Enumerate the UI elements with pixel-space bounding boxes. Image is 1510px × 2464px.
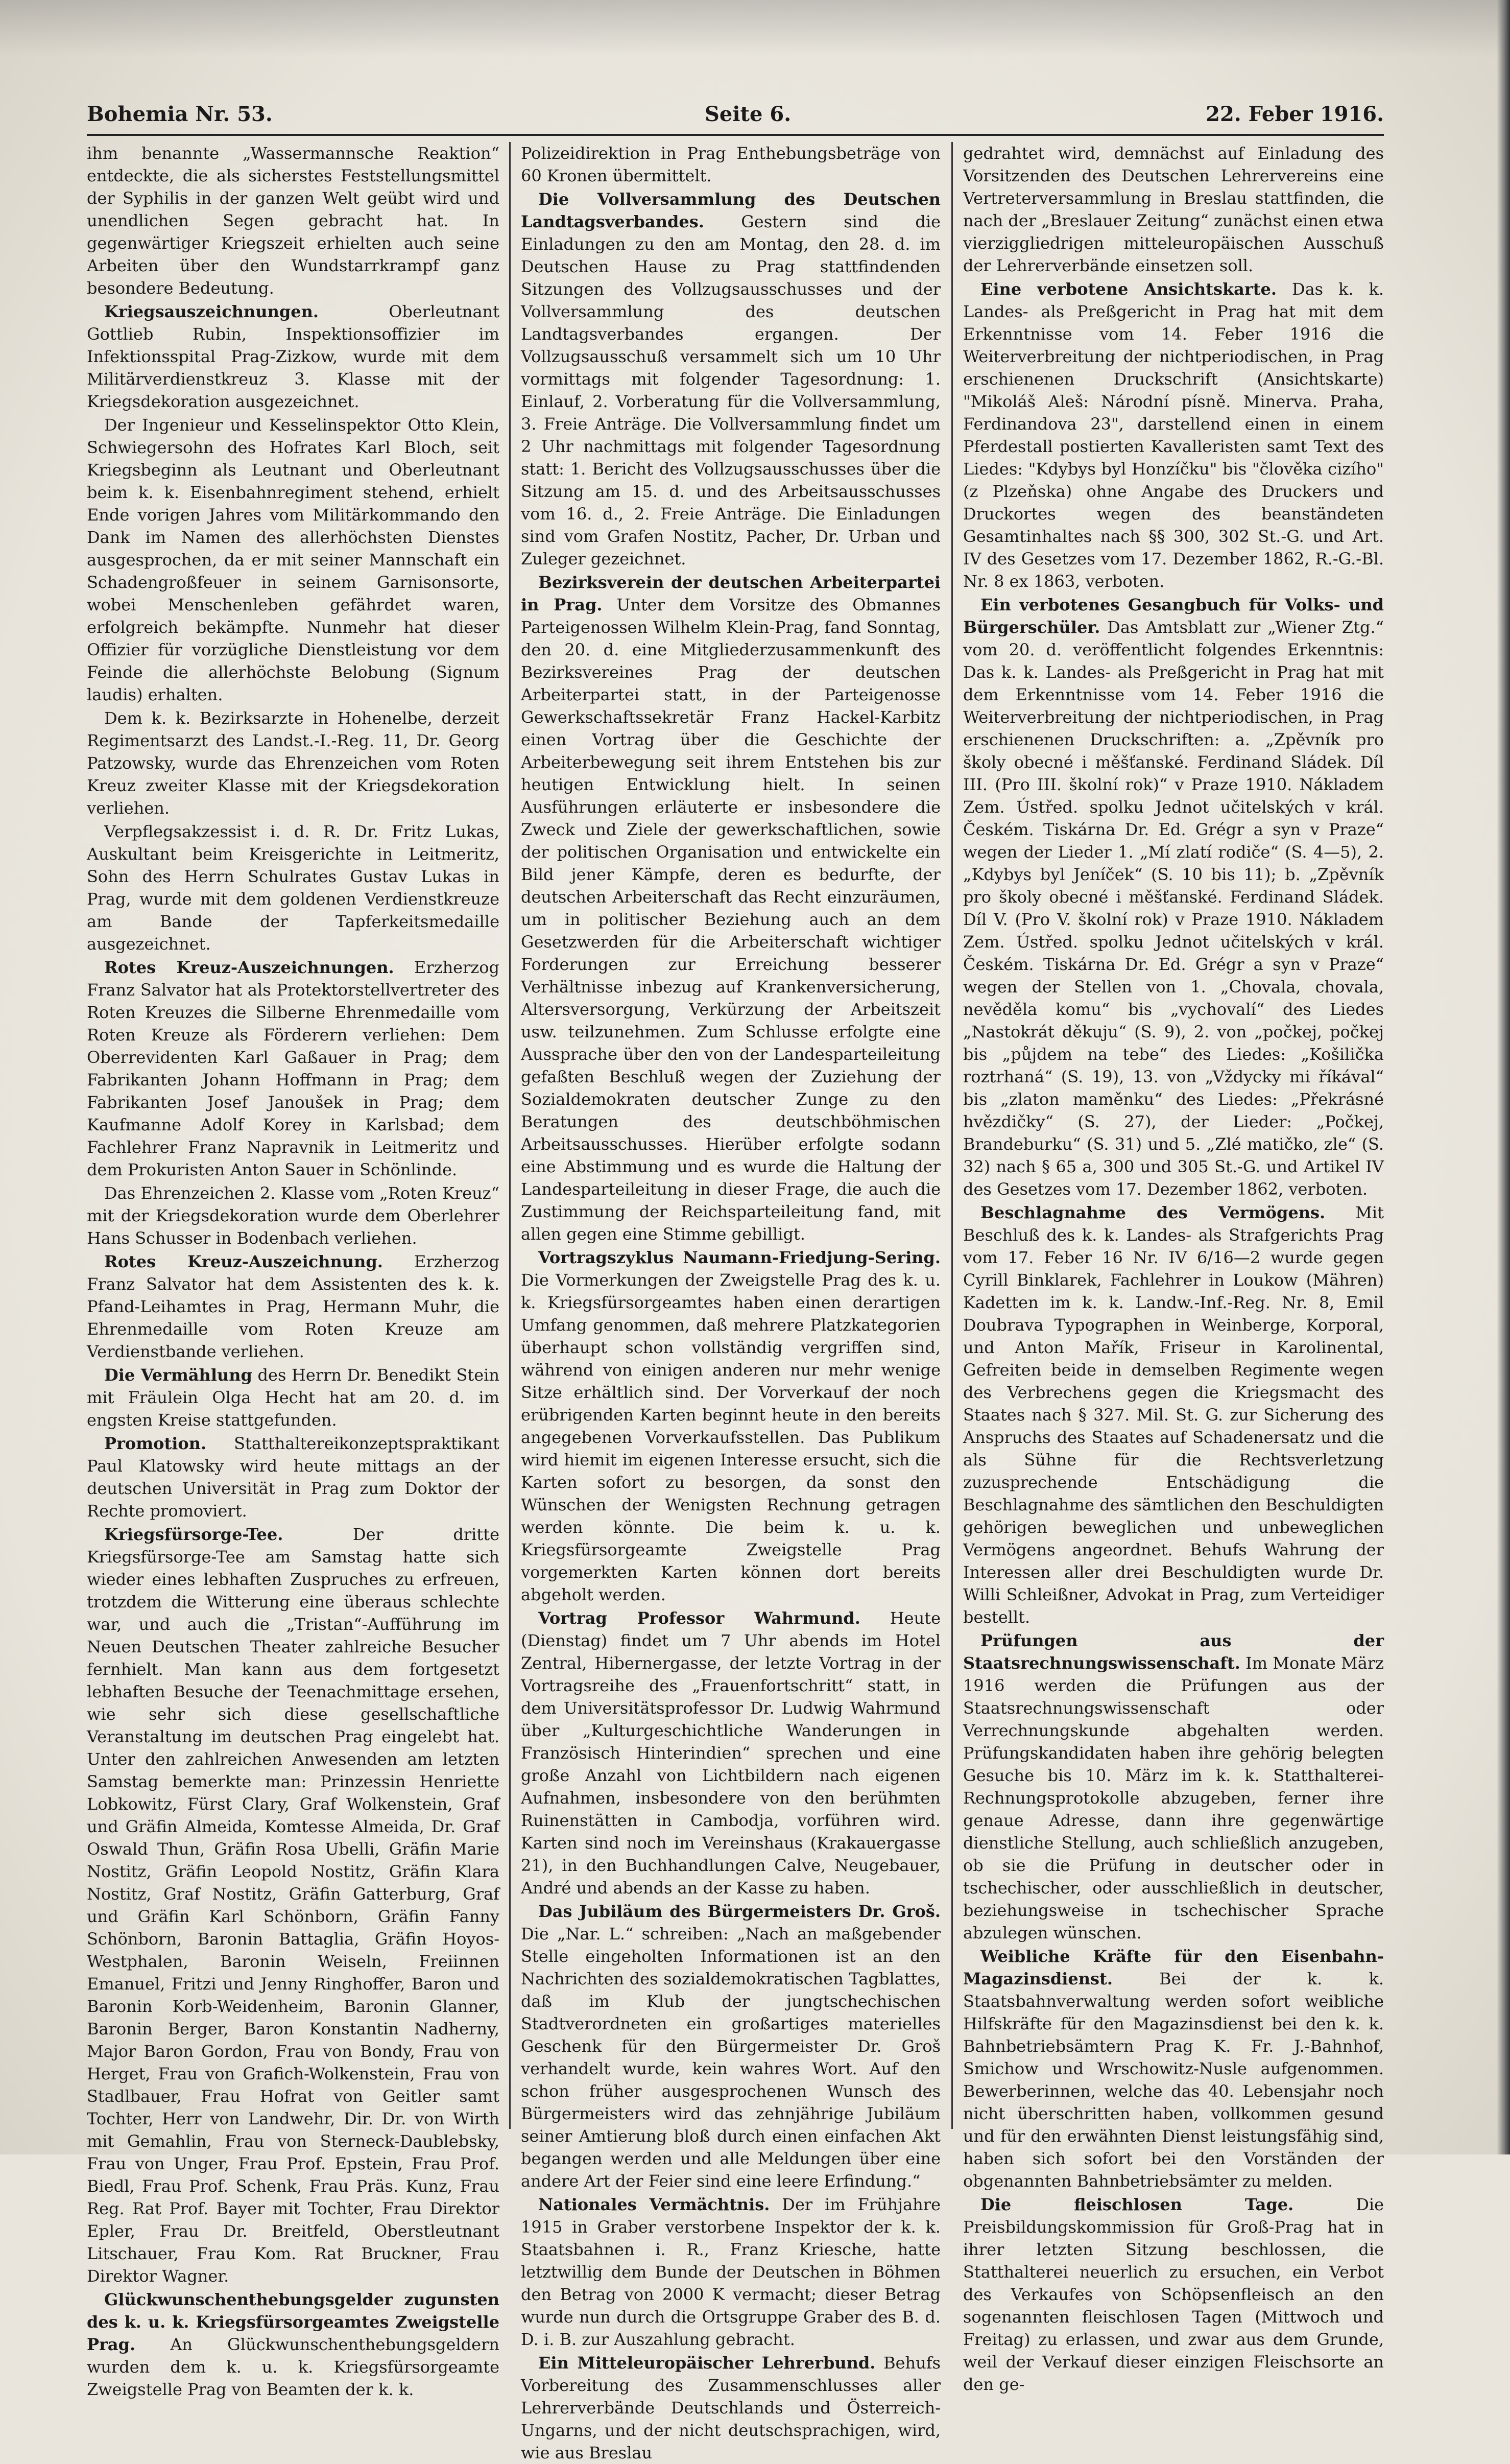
article-heading: Das Jubiläum des Bürgermeisters Dr. Groš. <box>538 1902 941 1921</box>
scan-shadow-top <box>0 0 1510 56</box>
article-text: ihm benannte „Wassermannsche Reaktion“ entdeckte, die als sicherstes Feststellungsmittel der Syphilis in der ganzen Welt geübt wird und unendlichen Segen gebracht hat. In gegenwärtiger Kriegszeit erhielten auch seine Arbeiten über den Wundstarrkrampf ganz besondere Bedeutung. <box>87 144 499 298</box>
article-text: Oberleutnant Gottlieb Rubin, Inspektionsoffizier im Infektionsspital Prag-Zizkow, wurde mit dem Militärverdienstkreuz 3. Klasse mit der Kriegsdekoration ausgezeichnet. <box>87 302 499 411</box>
article-paragraph <box>87 956 499 1181</box>
article-paragraph <box>87 1182 499 1249</box>
article-heading: Kriegsfürsorge-Tee. <box>104 1525 283 1544</box>
article-paragraph <box>521 1900 941 2192</box>
header-page-number: Seite 6. <box>705 102 792 126</box>
article-text: Der dritte Kriegsfürsorge-Tee am Samstag hatte sich wieder eines lebhaften Zuspruches zu erfreuen, trotzdem die Witterung eine überaus schlechte war, und auch die „Tristan“-Aufführung im Neuen Deutschen Theater zahlreiche Besucher fernhielt. Man kann aus dem fortgesetzt lebhaften Besuche der Teenachmittage ersehen, wie sehr sich diese gesellschaftliche Veranstaltung im deutschen Prag eingelebt hat. Unter den zahlreichen Anwesenden am letzten Samstag bemerkte man: Prinzessin Henriette Lobkowitz, Fürst Clary, Graf Wolkenstein, Graf und Gräfin Almeida, Komtesse Almeida, Dr. Graf Oswald Thun, Gräfin Rosa Ubelli, Gräfin Marie Nostitz, Gräfin Leopold Nostitz, Gräfin Klara Nostitz, Graf Nostitz, Gräfin Gatterburg, Graf und Gräfin Karl Schönborn, Gräfin Fanny Schönborn, Baronin Battaglia, Gräfin Hoyos-Westphalen, Baronin Weiseln, Freiinnen Emanuel, Fritzi und Jenny Ringhoffer, Baron und Baronin Korb-Weidenheim, Baronin Glanner, Baronin Berger, Baron Konstantin Nadherny, Major Baron Gordon, Frau von Bondy, Frau von Herget, Frau von Grafich-Wolkenstein, Frau von Stadlbauer, Frau Hofrat von Geitler samt Tochter, Herr von Landwehr, Dir. Dr. von Wirth mit Gemahlin, Frau von Sterneck-Daublebsky, Frau von Unger, Frau Prof. Epstein, Frau Prof. Biedl, Frau Prof. Schenk, Frau Präs. Kunz, Frau Reg. Rat Prof. Bayer mit Tochter, Frau Direktor Epler, Frau Dr. Breitfeld, Oberstleutnant Litschauer, Frau Kom. Rat Bruckner, Frau Direktor Wagner. <box>87 1525 499 2286</box>
article-paragraph <box>963 2193 1384 2396</box>
article-paragraph <box>963 1945 1384 2192</box>
article-text: Erzherzog Franz Salvator hat als Protektorstellvertreter des Roten Kreuzes die Silberne Ehrenmedaille vom Roten Kreuze als Förderern verliehen: Dem Oberrevidenten Karl Gaßauer in Prag; dem Fabrikanten Johann Hoffmann in Prag; dem Fabrikanten Josef Janoušek in Prag; dem Kaufmanne Adolf Korey in Karlsbad; dem Fachlehrer Franz Napravnik in Leitmeritz und dem Prokuristen Anton Sauer in Schönlinde. <box>87 958 500 1179</box>
column-1 <box>87 142 500 2399</box>
article-paragraph <box>521 2193 941 2351</box>
article-paragraph <box>521 1607 941 1899</box>
article-paragraph <box>963 594 1384 1200</box>
article-paragraph <box>87 707 499 819</box>
article-paragraph <box>87 142 499 299</box>
article-heading: Ein Mitteleuropäischer Lehrerbund. <box>538 2353 876 2373</box>
article-heading: Weibliche Kräfte für den Eisenbahn-Magazinsdienst. <box>963 1947 1384 1988</box>
article-text: Die „Nar. L.“ schreiben: „Nach an maßgebender Stelle eingeholten Informationen ist an den Nachrichten des sozialdemokratischen Tagblattes, daß im Klub der jungtschechischen Stadtverordneten ein großartiges materielles Geschenk für den Bürgermeister Dr. Groš verhandelt wurde, kein wahres Wort. Auf den schon früher ausgesprochenen Wunsch des Bürgermeisters wird das zehnjährige Jubiläum seiner Amtierung bloß durch einen einfachen Akt begangen werden und alle Meldungen über eine andere Art der Feier sind eine leere Erfindung.“ <box>521 1924 941 2191</box>
header-paper-issue: Bohemia Nr. 53. <box>87 102 273 126</box>
article-heading: Prüfungen aus der Staatsrechnungswissenschaft. <box>963 1631 1384 1673</box>
article-text: Gestern sind die Einladungen zu den am Montag, den 28. d. im Deutschen Hause zu Prag stattfindenden Sitzungen des Vollzugsausschusses und der Vollversammlung des deutschen Landtagsverbandes ergangen. Der Vollzugsausschuß versammelt sich um 10 Uhr vormittags mit folgender Tagesordnung: 1. Einlauf, 2. Vorberatung für die Vollversammlung, 3. Freie Anträge. Die Vollversammlung findet um 2 Uhr nachmittags mit folgender Tagesordnung statt: 1. Bericht des Vollzugsausschusses über die Sitzung am 15. d. und des Arbeitsausschusses vom 16. d., 2. Freie Anträge. Die Einladungen sind vom Grafen Nostitz, Pacher, Dr. Urban und Zuleger gezeichnet. <box>521 212 941 568</box>
article-text: Heute (Dienstag) findet um 7 Uhr abends im Hotel Zentral, Hibernergasse, der letzte Vortrag in der Vortragsreihe des „Frauenfortschritt“ statt, in dem Universitätsprofessor Dr. Ludwig Wahrmund über „Kulturgeschichtliche Wanderungen in Französisch Hinterindien“ sprechen und eine große Anzahl von Lichtbildern nach eigenen Aufnahmen, insbesondere von den berühmten Ruinenstätten in Cambodja, vorführen wird. Karten sind noch im Vereinshaus (Krakauergasse 21), in den Buchhandlungen Calve, Neugebauer, André und abends an der Kasse zu haben. <box>521 1608 941 1898</box>
article-text: Erzherzog Franz Salvator hat dem Assistenten des k. k. Pfand-Leihamtes in Prag, Hermann Muhr, die Ehrenmedaille vom Roten Kreuze am Verdienstbande verliehen. <box>87 1252 500 1361</box>
scan-edge-right <box>1497 0 1510 2154</box>
article-heading: Nationales Vermächtnis. <box>538 2195 770 2214</box>
article-text: Das Ehrenzeichen 2. Klasse vom „Roten Kreuz“ mit der Kriegsdekoration wurde dem Oberlehrer Hans Schusser in Bodenbach verliehen. <box>87 1183 499 1248</box>
article-text: Statthaltereikonzeptspraktikant Paul Klatowsky wird heute mittags an der deutschen Universität in Prag zum Doktor der Rechte promoviert. <box>87 1434 499 1521</box>
article-text: Mit Beschluß des k. k. Landes- als Strafgerichts Prag vom 17. Feber 16 Nr. IV 6/16—2 wurde gegen Cyrill Binklarek, Fachlehrer in Loukow (Mähren) Kadetten im k. k. Landw.-Inf.-Reg. Nr. 8, Emil Doubrava Typographen in Weinberge, Korporal, und Anton Mařík, Friseur in Karolinental, Gefreiten beide in demselben Regimente wegen des Verbrechens gegen die Kriegsmacht des Staates nach § 327. Mil. St. G. zur Sicherung des Anspruchs des Staates auf Schadenersatz und die als Sühne für die Rechtsverletzung zuzusprechende Entschädigung die Beschlagnahme des sämtlichen den Beschuldigten gehörigen beweglichen und unbeweglichen Vermögens angeordnet. Behufs Wahrung der Interessen aller drei Beschuldigten wurde Dr. Willi Schleißner, Advokat in Prag, zum Verteidiger bestellt. <box>963 1203 1384 1627</box>
article-text: gedrahtet wird, demnächst auf Einladung des Vorsitzenden des Deutschen Lehrervereins eine Vertreterversammlung in Breslau stattfinden, die nach der „Breslauer Zeitung“ zunächst einen etwa vierziggliedrigen mitteleuropäischen Ausschuß der Lehrerverbände einsetzen soll. <box>963 144 1384 275</box>
article-heading: Kriegsauszeichnungen. <box>104 302 319 321</box>
article-text: Verpflegsakzessist i. d. R. Dr. Fritz Lukas, Auskultant beim Kreisgerichte in Leitmeritz, Sohn des Herrn Schulrates Gustav Lukas in Prag, wurde mit dem goldenen Verdienstkreuze am Bande der Tapferkeitsmedaille ausgezeichnet. <box>87 822 499 954</box>
article-paragraph <box>87 2288 499 2401</box>
column-divider-1 <box>509 142 511 2129</box>
article-text: Die Preisbildungskommission für Groß-Prag hat in ihrer letzten Sitzung beschlossen, die Statthalterei neuerlich zu ersuchen, ein Verbot des Verkaufes von Schöpsenfleisch an den sogenannten fleischlosen Tagen (Mittwoch und Freitag) zu erlassen, und zwar aus dem Grunde, weil der Verkauf dieser einzigen Fleischsorte an den ge- <box>963 2195 1384 2394</box>
article-heading: Vortragszyklus Naumann-Friedjung-Sering. <box>538 1248 941 1267</box>
article-heading: Eine verbotene Ansichtskarte. <box>980 279 1277 299</box>
article-heading: Die fleischlosen Tage. <box>980 2195 1294 2214</box>
article-text: Polizeidirektion in Prag Enthebungsbeträge von 60 Kronen übermittelt. <box>521 144 941 185</box>
article-text: Bei der k. k. Staatsbahnverwaltung werden sofort weibliche Hilfskräfte für den Magazinsdienst bei den k. k. Bahnbetriebsämtern Prag K. Fr. J.-Bahnhof, Smichow und Wrschowitz-Nusle aufgenommen. Bewerberinnen, welche das 40. Lebensjahr noch nicht überschritten haben, vollkommen gesund und für den erwähnten Dienst leistungsfähig sind, haben sich sofort bei den Vorständen der obgenannten Bahnbetriebsämter zu melden. <box>963 1969 1384 2191</box>
article-heading: Beschlagnahme des Vermögens. <box>980 1203 1326 1222</box>
article-paragraph <box>521 1246 941 1606</box>
header-date: 22. Feber 1916. <box>1206 102 1384 126</box>
article-text: Der Ingenieur und Kesselinspektor Otto Klein, Schwiegersohn des Hofrates Karl Bloch, seit Kriegsbeginn als Leutnant und Oberleutnant beim k. k. Eisenbahnregiment stehend, erhielt Ende vorigen Jahres vom Militärkommando den Dank im Namen des allerhöchsten Dienstes ausgesprochen, da er mit seiner Mannschaft ein Schadengroßfeuer in seinem Garnisonsorte, wobei Menschenleben gefährdet waren, erfolgreich bekämpfte. Nunmehr hat dieser Offizier für vorzügliche Dienstleistung vor dem Feinde die allerhöchste Belobung (Signum laudis) erhalten. <box>87 415 499 704</box>
article-text: Behufs Vorbereitung des Zusammenschlusses aller Lehrerverbände Deutschlands und Österreich-Ungarns, und der nicht deutschsprachigen, wird, wie aus Breslau <box>521 2353 941 2462</box>
article-heading: Ein verbotenes Gesangbuch für Volks- und Bürgerschüler. <box>963 595 1384 637</box>
page-header <box>87 102 1384 130</box>
article-heading: Rotes Kreuz-Auszeichnung. <box>104 1252 383 1271</box>
article-paragraph <box>963 142 1384 277</box>
column-3 <box>963 142 1384 2394</box>
article-heading: Bezirksverein der deutschen Arbeiterpartei in Prag. <box>521 573 941 614</box>
article-heading: Vortrag Professor Wahrmund. <box>538 1608 860 1628</box>
article-paragraph <box>87 414 499 706</box>
article-paragraph <box>521 188 941 570</box>
column-divider-2 <box>951 142 953 2129</box>
article-paragraph <box>521 571 941 1245</box>
article-paragraph <box>521 142 941 187</box>
article-heading: Die Vollversammlung des Deutschen Landtagsverbandes. <box>521 189 941 231</box>
article-heading: Rotes Kreuz-Auszeichnungen. <box>104 958 394 977</box>
article-paragraph <box>963 1201 1384 1628</box>
article-text: Der im Frühjahre 1915 in Graber verstorbene Inspektor der k. k. Staatsbahnen i. R., Franz Kriesche, hatte letztwillig dem Bunde der Deutschen in Böhmen den Betrag von 2000 K vermacht; dieser Betrag wurde nun durch die Ortsgruppe Graber des B. d. D. i. B. zur Auszahlung gebracht. <box>521 2195 941 2349</box>
article-paragraph <box>87 300 499 413</box>
article-text: Unter dem Vorsitze des Obmannes Parteigenossen Wilhelm Klein-Prag, fand Sonntag, den 20. d. eine Mitgliederzusammenkunft des Bezirksvereines Prag der deutschen Arbeiterpartei statt, in der Parteigenosse Gewerkschaftssekretär Franz Hackel-Karbitz einen Vortrag über die Geschichte der Arbeiterbewegung seit ihrem Entstehen bis zur heutigen Entwicklung hielt. In seinen Ausführungen erläuterte er insbesondere die Zweck und Ziele der gewerkschaftlichen, sowie der politischen Organisation und entwickelte ein Bild jener Kämpfe, deren es bedurfte, der deutschen Arbeiterschaft das Recht einzuräumen, um in politischer Beziehung auch an dem Gesetzwerden für die Arbeiterschaft wichtiger Forderungen zur Erreichung besserer Verhältnisse inbezug auf Krankenversicherung, Altersversorgung, Verkürzung der Arbeitszeit usw. teilzunehmen. Zum Schlusse erfolgte eine Aussprache über den von der Landesparteileitung gefaßten Beschluß wegen der Zuziehung der Sozialdemokraten deutscher Zunge zu den Beratungen des deutschböhmischen Arbeitsausschusses. Hierüber erfolgte sodann eine Abstimmung und es wurde die Haltung der Landesparteileitung in dieser Frage, die auch die Zustimmung der Reichsparteileitung fand, mit allen gegen eine Stimme gebilligt. <box>521 595 941 1244</box>
column-2 <box>521 142 941 2462</box>
article-text: An Glückwunschenthebungsgeldern wurden dem k. u. k. Kriegsfürsorgeamte Zweigstelle Prag von Beamten der k. k. <box>87 2335 499 2399</box>
article-heading: Promotion. <box>104 1434 207 1453</box>
article-text: Das Amtsblatt zur „Wiener Ztg.“ vom 20. d. veröffentlicht folgendes Erkenntnis: Das k. k. Landes- als Preßgericht in Prag hat mit dem Erkenntnisse vom 14. Feber 1916 die Weiterverbreitung der nichtperiodischen, in Prag erschienenen Druckschriften: a. „Zpěvník pro školy obecné i měšťanské. Ferdinand Sládek. Díl III. (Pro III. školní rok)“ v Praze 1910. Nákladem Zem. Ústřed. spolku Jednot učitelských v král. Českém. Tiskárna Dr. Ed. Grégr a syn v Praze“ wegen der Lieder 1. „Mí zlatí rodiče“ (S. 4—5), 2. „Kdybys byl Jeníček“ (S. 10 bis 11); b. „Zpěvník pro školy obecné i měšťanské. Ferdinand Sládek. Díl V. (Pro V. školní rok) v Praze 1910. Nákladem Zem. Ústřed. spolku Jednot učitelských v král. Českém. Tiskárna Dr. Ed. Grégr a syn v Praze“ wegen der Stellen von 1. „Chovala, chovala, nevěděla komu“ bis „vychovalí“ des Liedes „Nastokrát děkuju“ (S. 9), 2. von „počkej, počkej bis „půjdem na tebe“ des Liedes: „Košilička roztrhaná“ (S. 19), 13. von „Vždycky mi říkával“ bis „zlaton maměnku“ des Liedes: „Překrásné hvězdičky“ (S. 27), der Lieder: „Počkej, Brandeburku“ (S. 31) und 5. „Zlé matičko, zle“ (S. 32) nach § 65 a, 300 und 305 St.-G. und Artikel IV des Gesetzes vom 17. Dezember 1862, verboten. <box>963 618 1384 1199</box>
article-paragraph <box>963 278 1384 593</box>
article-text: Die Vormerkungen der Zweigstelle Prag des k. u. k. Kriegsfürsorgeamtes haben einen derartigen Umfang genommen, daß mehrere Platzkategorien überhaupt schon vollständig vergriffen sind, während von einigen anderen nur mehr wenige Sitze erhältlich sind. Der Vorverkauf der noch erübrigenden Karten beginnt heute in den bereits angegebenen Vorverkaufsstellen. Das Publikum wird hiemit im eigenen Interesse ersucht, sich die Karten sofort zu besorgen, da sonst den Wünschen der Wenigsten Rechnung getragen werden könnte. Die beim k. u. k. Kriegsfürsorgeamte Zweigstelle Prag vorgemerkten Karten können dort bereits abgeholt werden. <box>521 1270 941 1604</box>
article-paragraph <box>87 1523 499 2287</box>
article-text: Das k. k. Landes- als Preßgericht in Prag hat mit dem Erkenntnisse vom 14. Feber 1916 die Weiterverbreitung der nichtperiodischen, in Prag erschienenen Druckschrift (Ansichtskarte) "Mikoláš Aleš: Národní písně. Minerva. Praha, Ferdinandova 23", darstellend einen in einem Pferdestall postierten Kavalleristen samt Text des Liedes: "Kdybys byl Honzíčku" bis "člověka cizího" (z Plzeňska) ohne Angabe des Druckers und Druckortes wegen des beanständeten Gesamtinhaltes nach §§ 300, 302 St.-G. und Art. IV des Gesetzes vom 17. Dezember 1862, R.-G.-Bl. Nr. 8 ex 1863, verboten. <box>963 279 1384 591</box>
header-rule <box>87 134 1384 136</box>
article-paragraph <box>87 1250 499 1363</box>
article-text: Im Monate März 1916 werden die Prüfungen aus der Staatsrechnungswissenschaft oder Verrechnungskunde abgehalten werden. Prüfungskandidaten haben ihre gehörig belegten Gesuche bis 10. März im k. k. Statthalterei-Rechnungsprotokolle abzugeben, ferner ihre genaue Adresse, dann ihre gegenwärtige dienstliche Stellung, auch schließlich anzugeben, ob sie die Prüfung in deutscher oder in tschechischer, oder ausschließlich in deutscher, beziehungsweise in tschechischer Sprache abzulegen wünschen. <box>963 1653 1384 1942</box>
article-text: Dem k. k. Bezirksarzte in Hohenelbe, derzeit Regimentsarzt des Landst.-I.-Reg. 11, Dr. Georg Patzowsky, wurde das Ehrenzeichen vom Roten Kreuz zweiter Klasse mit der Kriegsdekoration verliehen. <box>87 708 499 818</box>
article-text: des Herrn Dr. Benedikt Stein mit Fräulein Olga Hecht hat am 20. d. im engsten Kreise stattgefunden. <box>87 1365 500 1430</box>
article-paragraph <box>521 2352 941 2464</box>
article-paragraph <box>87 1432 499 1522</box>
article-paragraph <box>963 1629 1384 1944</box>
article-paragraph <box>87 820 499 955</box>
article-paragraph <box>87 1364 499 1431</box>
article-heading: Glückwunschenthebungsgelder zugunsten des k. u. k. Kriegsfürsorgeamtes Zweigstelle Prag. <box>87 2290 499 2354</box>
article-heading: Die Vermählung <box>104 1365 252 1385</box>
